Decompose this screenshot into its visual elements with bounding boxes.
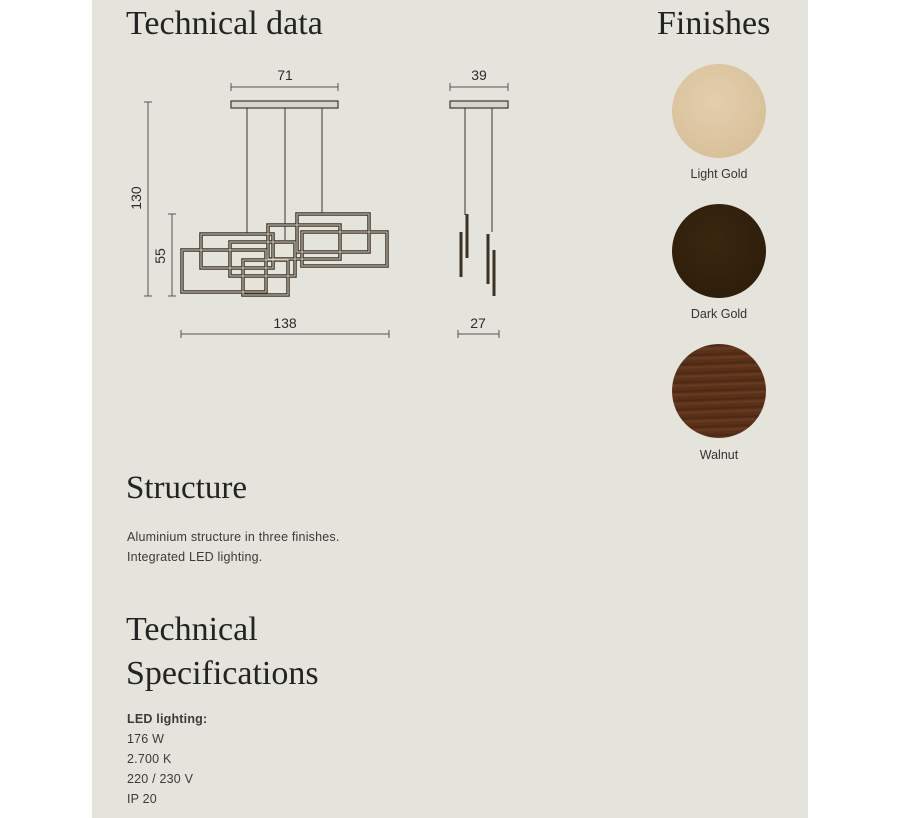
swatch-label-walnut: Walnut <box>699 448 739 462</box>
spec-value-color-temp: 2.700 K <box>127 752 172 766</box>
side-view <box>450 101 508 296</box>
spec-value-voltage: 220 / 230 V <box>127 772 194 786</box>
dim-label-55: 55 <box>152 248 168 264</box>
spec-value-ip-rating: IP 20 <box>127 792 157 806</box>
structure-title: Structure <box>126 470 247 506</box>
specifications-title <box>126 608 386 696</box>
specifications-list <box>127 709 207 809</box>
led-lighting-label: LED lighting: <box>127 712 208 726</box>
finishes-title: Finishes <box>657 5 771 42</box>
specifications-title-line2: Specifications <box>126 655 319 692</box>
dim-label-39: 39 <box>471 67 487 83</box>
swatch-label-light-gold: Light Gold <box>690 167 748 181</box>
dim-label-130: 130 <box>128 186 144 210</box>
structure-text <box>127 527 340 567</box>
structure-line: Integrated LED lighting. <box>127 550 263 564</box>
front-view <box>182 101 387 295</box>
dim-label-27: 27 <box>470 315 486 331</box>
swatch-dark-gold <box>672 204 766 298</box>
dim-label-71: 71 <box>277 67 293 83</box>
structure-line: Aluminium structure in three finishes. <box>127 530 340 544</box>
swatch-light-gold <box>672 64 766 158</box>
swatch-label-dark-gold: Dark Gold <box>690 307 748 321</box>
technical-data-title: Technical data <box>126 5 323 42</box>
dim-label-138: 138 <box>273 315 297 331</box>
specifications-title-line1: Technical <box>126 611 258 648</box>
spec-value-power: 176 W <box>127 732 165 746</box>
swatch-walnut <box>672 344 766 438</box>
